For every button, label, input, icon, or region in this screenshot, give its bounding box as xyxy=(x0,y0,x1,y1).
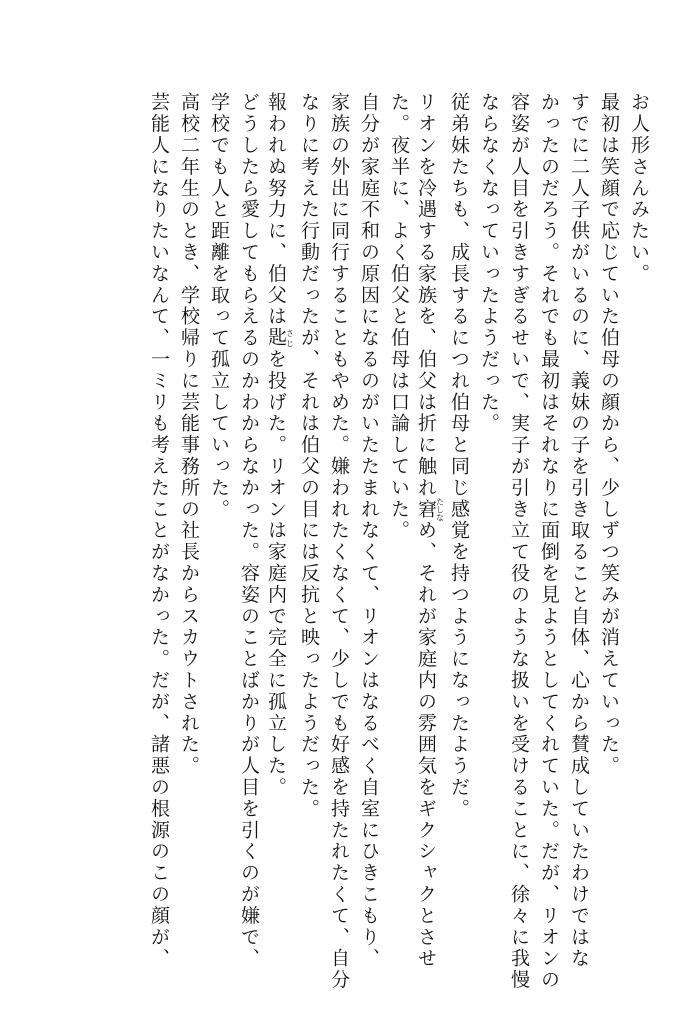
text-line-12: なりに考えた行動だったが、それは伯父の目には反抗と映ったようだった。 xyxy=(298,92,320,820)
text-line-16: 高校二年生のとき、学校帰りに芸能事務所の社長からスカウトされた。 xyxy=(178,92,200,777)
text-line-3: すでに二人子供がいるのに、義妹の子を引き取ること自体、心から賛成していたわけではな xyxy=(568,92,590,970)
text-line-13: 報われぬ努力に、伯父は匙さじを投げた。リオンは家庭内で完全に孤立した。 xyxy=(265,92,295,799)
text-line-17: 芸能人になりたいなんて、一ミリも考えたことがなかった。だが、諸悪の根源のこの顔が、 xyxy=(148,92,170,970)
text-line-11: 家族の外出に同行することもやめた。嫌われたくなくて、少しでも好感を持たれたくて、自分 xyxy=(328,92,350,991)
text-line-9: た。夜半に、よく伯父と伯母は口論していた。 xyxy=(388,92,410,542)
ruby-saji: 匙さじ xyxy=(265,327,295,349)
text-line-6: ならなくなっていったようだった。 xyxy=(478,92,500,435)
text-line-10: 自分が家庭不和の原因になるのがいたたまれなくて、リオンはなるべく自室にひきこもり、 xyxy=(358,92,380,970)
text-line-2: 最初は笑顔で応じていた伯母の顔から、少しずつ笑みが消えていった。 xyxy=(598,92,620,777)
text-line-5: 容姿が人目を引きすぎるせいで、実子が引き立て役のような扱いを受けることに、徐々に我慢 xyxy=(508,92,530,991)
text-line-7: 従弟妹たちも、成長するにつれ伯母と同じ感覚を持つようになったようだ。 xyxy=(448,92,470,820)
ruby-tashinameru-reading: たしな xyxy=(435,497,445,522)
ruby-tashinameru: 窘たしな xyxy=(415,497,445,522)
text-line-15: 学校でも人と距離を取って孤立していった。 xyxy=(208,92,230,520)
text-line-8: リオンを冷遇する家族を、伯父は折に触れ窘たしなめ、それが家庭内の雰囲気をギクシャクとさせ xyxy=(415,92,445,970)
ruby-saji-reading: さじ xyxy=(285,327,295,349)
text-line-14: どうしたら愛してもらえるのかわからなかった。容姿のことばかりが人目を引くのが嫌で、 xyxy=(238,92,260,970)
text-line-1: お人形さんみたい。 xyxy=(628,92,650,285)
text-line-4: かったのだろう。それでも最初はそれなりに面倒を見ようとしてくれていた。だが、リオンの xyxy=(538,92,560,991)
